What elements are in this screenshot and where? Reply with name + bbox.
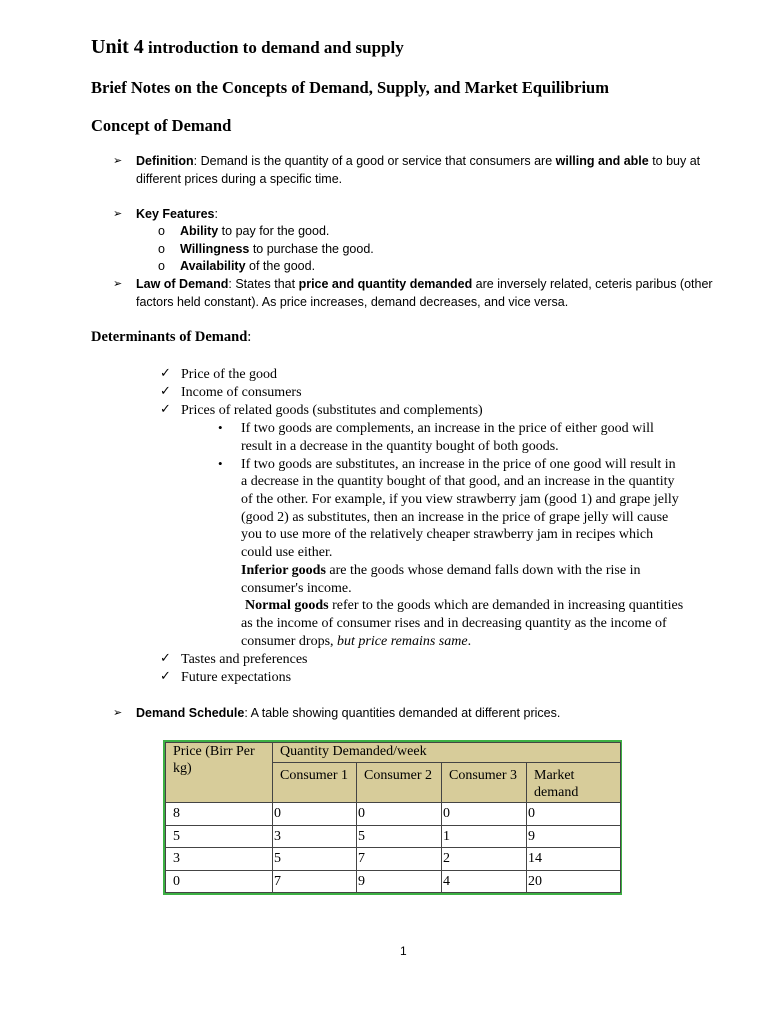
key-features-label [136, 206, 218, 224]
substitutes-line: (good 2) as substitutes, then an increase in the price of grape jelly will cause [241, 510, 669, 525]
key-feature-bold: Willingness [180, 242, 250, 256]
table-row [166, 870, 621, 893]
table-cell: 7 [357, 848, 442, 871]
page-number: 1 [400, 944, 407, 958]
table-row [166, 825, 621, 848]
table-row [166, 848, 621, 871]
table-cell: 0 [357, 803, 442, 826]
definition-line-2: different prices during a specific time. [136, 172, 343, 186]
key-feature-text: to purchase the good. [249, 242, 374, 256]
circle-bullet-icon: o [158, 259, 165, 273]
determinant-item: Future expectations [181, 670, 292, 685]
table-cell: 5 [273, 848, 357, 871]
definition-label: Definition [136, 154, 194, 168]
key-feature-text: of the good. [245, 259, 316, 273]
law-of-demand-label: Law of Demand [136, 277, 229, 291]
dot-bullet-icon: • [218, 420, 223, 435]
demand-schedule-table [163, 740, 622, 895]
table-cell: 14 [527, 848, 621, 871]
normal-goods-end: . [467, 634, 472, 649]
table-row [166, 803, 621, 826]
table-cell: 9 [357, 870, 442, 893]
check-icon: ✓ [160, 401, 171, 416]
inferior-goods-text: are the goods whose demand falls down with the rise in [325, 563, 641, 578]
substitutes-line: a decrease in the quantity bought of that good, and an increase in the quantity [241, 474, 675, 489]
check-icon: ✓ [160, 383, 171, 398]
law-bold: price and quantity demanded [298, 277, 473, 291]
law-of-demand-line-1 [136, 276, 713, 294]
complements-line: If two goods are complements, an increase in the price of either good will [241, 421, 654, 436]
substitutes-line: of the other. For example, if you view strawberry jam (good 1) and grape jelly [241, 492, 679, 507]
table-cell: 2 [442, 848, 527, 871]
consumer-2-header: Consumer 2 [357, 763, 442, 803]
substitutes-line: you to use more of the relatively cheaper strawberry jam in recipes which [241, 527, 654, 542]
consumer-3-header: Consumer 3 [442, 763, 527, 803]
definition-line-1 [136, 153, 700, 171]
key-feature-item [180, 241, 374, 259]
arrow-bullet-icon: ➢ [113, 707, 123, 719]
law-of-demand-line-2: factors held constant). As price increases, demand decreases, and vice versa. [136, 295, 569, 309]
inferior-goods-line-2: consumer's income. [241, 581, 352, 596]
arrow-bullet-icon: ➢ [113, 278, 123, 290]
concept-of-demand-heading: Concept of Demand [91, 116, 232, 135]
check-icon: ✓ [160, 668, 171, 683]
check-icon: ✓ [160, 365, 171, 380]
normal-goods-line-2: as the income of consumer rises and in decreasing quantity as the income of [241, 616, 667, 631]
demand-schedule-line [136, 705, 560, 723]
determinant-item: Price of the good [181, 367, 278, 382]
normal-goods-label: Normal goods [245, 598, 329, 613]
table-cell: 0 [527, 803, 621, 826]
key-features-colon: : [214, 207, 218, 221]
determinants-title: Determinants of Demand [91, 329, 248, 345]
table-cell: 0 [166, 870, 273, 893]
complements-line: result in a decrease in the quantity bought of both goods. [241, 439, 559, 454]
table-cell: 0 [442, 803, 527, 826]
table-cell: 1 [442, 825, 527, 848]
table-cell: 3 [166, 848, 273, 871]
key-feature-item [180, 223, 329, 241]
unit-heading [91, 36, 404, 59]
table-cell: 5 [166, 825, 273, 848]
demand-schedule-label: Demand Schedule [136, 706, 245, 720]
brief-notes-title: Brief Notes on the Concepts of Demand, Supply, and Market Equilibrium [91, 78, 609, 97]
key-features-title: Key Features [136, 207, 215, 221]
unit-title: introduction to demand and supply [143, 38, 404, 57]
definition-text-end: to buy at [648, 154, 701, 168]
demand-schedule-text: : A table showing quantities demanded at different prices. [244, 706, 561, 720]
key-feature-bold: Availability [180, 259, 246, 273]
consumer-1-header: Consumer 1 [273, 763, 357, 803]
law-text-end: are inversely related, ceteris paribus (other [472, 277, 713, 291]
table-cell: 0 [273, 803, 357, 826]
table-cell: 8 [166, 803, 273, 826]
check-icon: ✓ [160, 650, 171, 665]
dot-bullet-icon: • [218, 456, 223, 471]
unit-prefix: Unit 4 [91, 36, 144, 58]
table-cell: 5 [357, 825, 442, 848]
table-cell: 7 [273, 870, 357, 893]
table-cell: 9 [527, 825, 621, 848]
key-feature-item [180, 258, 315, 276]
determinants-heading [91, 329, 251, 346]
substitutes-line: could use either. [241, 545, 333, 560]
normal-goods-text: refer to the goods which are demanded in increasing quantities [328, 598, 684, 613]
normal-goods-plain: consumer drops, [241, 634, 338, 649]
inferior-goods-label: Inferior goods [241, 563, 326, 578]
determinants-colon: : [247, 329, 252, 345]
normal-goods-line-3 [241, 633, 471, 651]
table-cell: 4 [442, 870, 527, 893]
price-header: Price (Birr Per kg) [166, 743, 273, 803]
substitutes-line: If two goods are substitutes, an increase in the price of one good will result in [241, 457, 676, 472]
key-feature-text: to pay for the good. [218, 224, 330, 238]
law-text: : States that [228, 277, 299, 291]
definition-bold: willing and able [555, 154, 649, 168]
circle-bullet-icon: o [158, 242, 165, 256]
determinant-item: Prices of related goods (substitutes and complements) [181, 403, 483, 418]
determinant-item: Tastes and preferences [181, 652, 308, 667]
arrow-bullet-icon: ➢ [113, 155, 123, 167]
arrow-bullet-icon: ➢ [113, 208, 123, 220]
table-cell: 20 [527, 870, 621, 893]
market-demand-header: Market demand [527, 763, 621, 803]
definition-text: : Demand is the quantity of a good or service that consumers are [193, 154, 556, 168]
normal-goods-line-1 [245, 597, 683, 615]
determinant-item: Income of consumers [181, 385, 302, 400]
normal-goods-italic: but price remains same [337, 634, 468, 649]
table-cell: 3 [273, 825, 357, 848]
inferior-goods-line-1 [241, 562, 640, 580]
key-feature-bold: Ability [180, 224, 219, 238]
quantity-header: Quantity Demanded/week [273, 743, 621, 763]
circle-bullet-icon: o [158, 224, 165, 238]
